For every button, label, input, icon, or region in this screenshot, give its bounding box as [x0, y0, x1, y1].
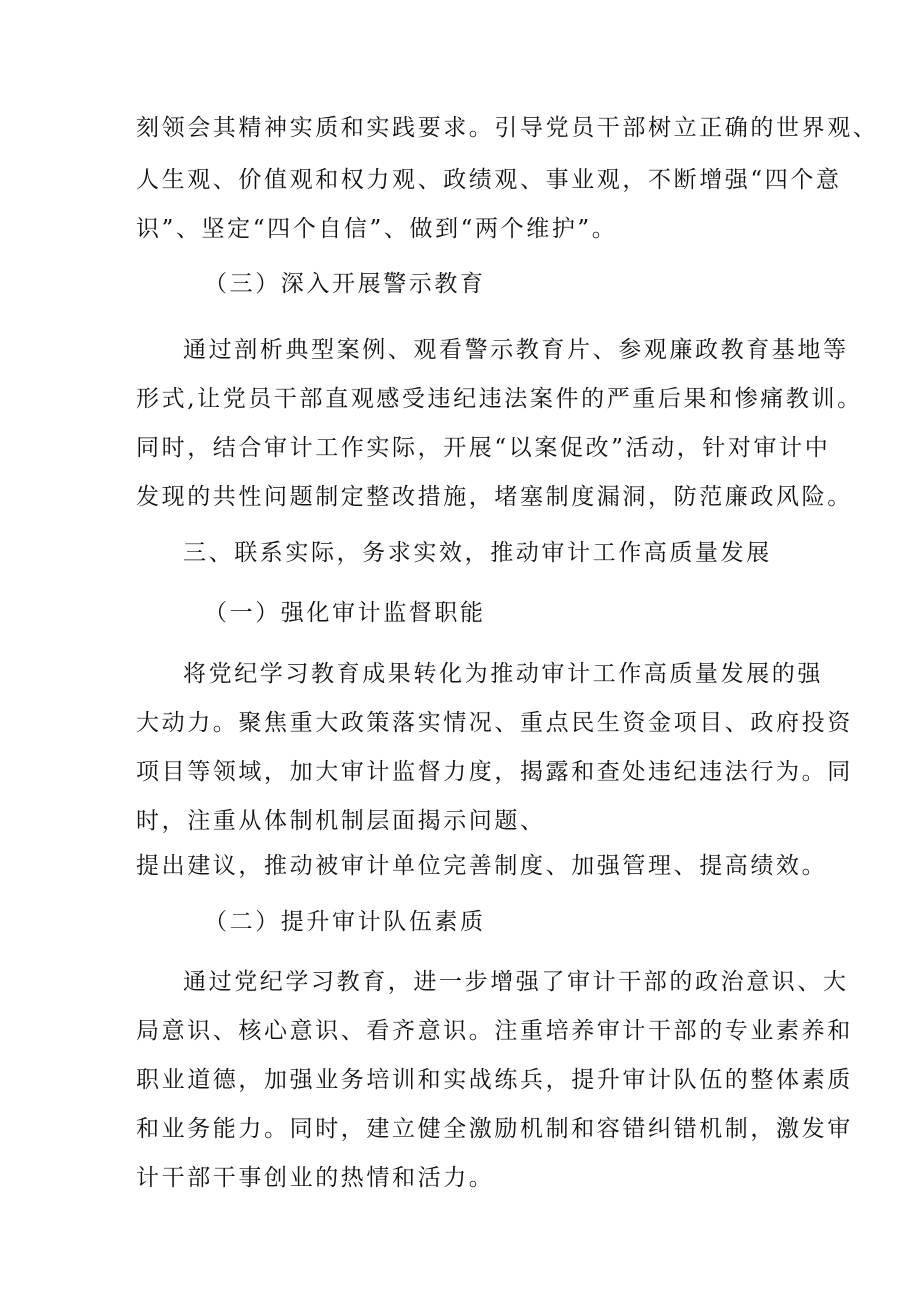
paragraph-line: 和业务能力。同时，建立健全激励机制和容错纠错机制，激发审: [136, 1116, 853, 1142]
section-subheading-3: （三）深入开展警示教育: [204, 271, 486, 297]
paragraph-line: 通过剖析典型案例、观看警示教育片、参观廉政教育基地等: [183, 337, 849, 363]
paragraph-line: 职业道德，加强业务培训和实战练兵，提升审计队伍的整体素质: [136, 1067, 853, 1093]
paragraph-line: 时，注重从体制机制层面揭示问题、: [136, 808, 546, 834]
paragraph-line: 局意识、核心意识、看齐意识。注重培养审计干部的专业素养和: [136, 1018, 853, 1044]
section-heading-3: 三、联系实际，务求实效，推动审计工作高质量发展: [183, 540, 772, 566]
paragraph-line: 识”、坚定“四个自信”、做到“两个维护”。: [136, 216, 618, 242]
paragraph-line: 项目等领域，加大审计监督力度，揭露和查处违纪违法行为。同: [136, 759, 853, 785]
paragraph-line: 通过党纪学习教育，进一步增强了审计干部的政治意识、大: [183, 969, 849, 995]
section-subheading-2: （二）提升审计队伍素质: [204, 909, 486, 935]
paragraph-line: 刻领会其精神实质和实践要求。引导党员干部树立正确的世界观、: [136, 115, 879, 141]
paragraph-line: 形式,让党员干部直观感受违纪违法案件的严重后果和惨痛教训。: [136, 386, 863, 412]
paragraph-line: 发现的共性问题制定整改措施，堵塞制度漏洞，防范廉政风险。: [136, 484, 853, 510]
paragraph-line: 人生观、价值观和权力观、政绩观、事业观，不断增强“四个意: [136, 167, 842, 193]
section-subheading-1: （一）强化审计监督职能: [204, 600, 486, 626]
paragraph-line: 大动力。聚焦重大政策落实情况、重点民生资金项目、政府投资: [136, 710, 853, 736]
paragraph-line: 计干部干事创业的热情和活力。: [136, 1165, 495, 1191]
paragraph-line: 提出建议，推动被审计单位完善制度、加强管理、提高绩效。: [136, 853, 828, 879]
paragraph-line: 同时，结合审计工作实际，开展“以案促改”活动，针对审计中: [136, 435, 831, 461]
paragraph-line: 将党纪学习教育成果转化为推动审计工作高质量发展的强: [183, 661, 823, 687]
